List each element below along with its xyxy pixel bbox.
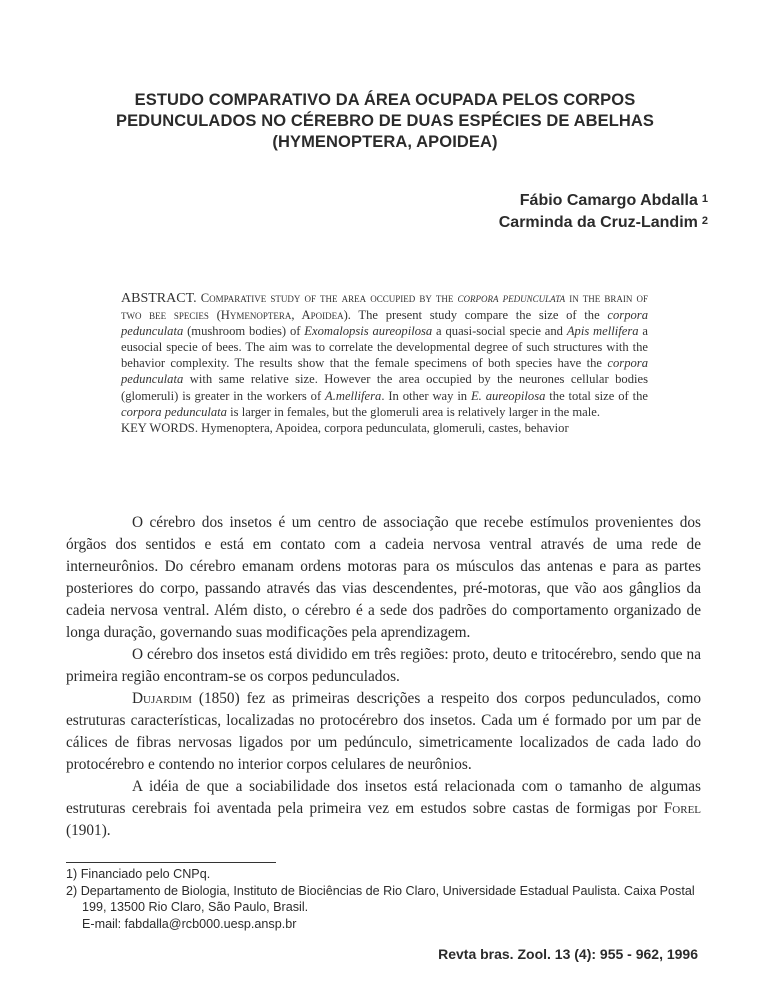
- title-line-2: PEDUNCULADOS NO CÉREBRO DE DUAS ESPÉCIES DE ABELHAS: [115, 112, 655, 130]
- author-1-footnote-ref: 1: [701, 193, 708, 205]
- paper-title: [60, 90, 710, 153]
- paragraph-3: Dujardim (1850) fez as primeiras descrições a respeito dos corpos pedunculados, como estruturas características, localizadas no protocérebro dos insetos. Cada um é formado por um par de cálices de fibras nervosas ligados por um pedúnculo, simetricamente localizados de cada lado do protocérebro e contendo no interior corpos celulares de neurônios.: [66, 690, 702, 773]
- title-line-3: (HYMENOPTERA, APOIDEA): [272, 133, 498, 151]
- footnotes: [66, 866, 706, 932]
- author-2: Carminda da Cruz-Landim $^2$: [498, 214, 708, 231]
- journal-citation: Revta bras. Zool. 13 (4): 955 - 962, 1996: [438, 946, 698, 962]
- paragraph-2: O cérebro dos insetos está dividido em três regiões: proto, deuto e tritocérebro, sendo que na primeira região encontram-se os corpos pedunculados.: [66, 646, 701, 685]
- keywords: KEY WORDS. Hymenoptera, Apoidea, corpora pedunculata, glomeruli, castes, behavior: [121, 420, 569, 435]
- body-text: [66, 512, 701, 842]
- footnote-email: E-mail: fabdalla@rcb000.uesp.ansp.br: [82, 916, 297, 931]
- author-2-footnote-ref: 2: [701, 215, 708, 227]
- paragraph-4: A idéia de que a sociabilidade dos insetos está relacionada com o tamanho de algumas estruturas cerebrais foi aventada pela primeira vez em estudos sobre castas de formigas por Forel (1901).: [66, 778, 702, 839]
- author-citation-forel: Forel: [663, 800, 702, 817]
- title-line-1: ESTUDO COMPARATIVO DA ÁREA OCUPADA PELOS CORPOS: [134, 91, 636, 109]
- author-1: Fábio Camargo Abdalla $^1$: [519, 192, 708, 209]
- footnote-divider: [66, 862, 276, 863]
- paragraph-1: O cérebro dos insetos é um centro de associação que recebe estímulos provenientes dos órgãos dos sentidos e está em contato com a cadeia nervosa ventral através de uma rede de interneurônios. Do cérebro emanam ordens motoras para os músculos das antenas e para as partes posteriores do corpo, passando através das vias descendentes, pré-motoras, que vão aos gânglios da cadeia nervosa ventral. Além disto, o cérebro é a sede dos padrões do comportamento organizado de longa duração, governando suas modificações pela aprendizagem.: [66, 514, 701, 641]
- abstract-label: ABSTRACT.: [121, 291, 197, 306]
- abstract: ABSTRACT. Comparative study of the area occupied by the corpora pedunculata in the brain of two bee species (Hymenoptera, Apoidea). The present study compare the size of the corpora pedunculata (mushroom bodies) of Exomalopsis aureopilosa a quasi-social specie and Apis mellifera a eusocial specie of bees. The aim was to correlate the developmental degree of such structures with the behavior complexity. The results show that the female specimens of both species have the corpora pedunculata with same relative size. However the area occupied by the neurones cellular bodies (glomeruli) is greater in the workers of A.mellifera. In other way in E. aureopilosa the total size of the corpora pedunculata is larger in females, but the glomeruli area is relatively larger in the male. KEY WORDS. Hymenoptera, Apoidea, corpora pedunculata, glomeruli, castes, behavior: [121, 291, 648, 435]
- author-list: [499, 190, 708, 234]
- author-citation-dujardim: Dujardim: [132, 690, 192, 707]
- footnote-1: 1) Financiado pelo CNPq.: [66, 867, 211, 881]
- footnote-2: 2) Departamento de Biologia, Instituto de Biociências de Rio Claro, Universidade Estadual Paulista. Caixa Postal 199, 13500 Rio Claro, São Paulo, Brasil.: [66, 883, 695, 914]
- abstract-english-title: Comparative study of the area occupied by the corpora pedunculata in the brain of two bee species (Hymenoptera, Apoidea).: [121, 291, 648, 323]
